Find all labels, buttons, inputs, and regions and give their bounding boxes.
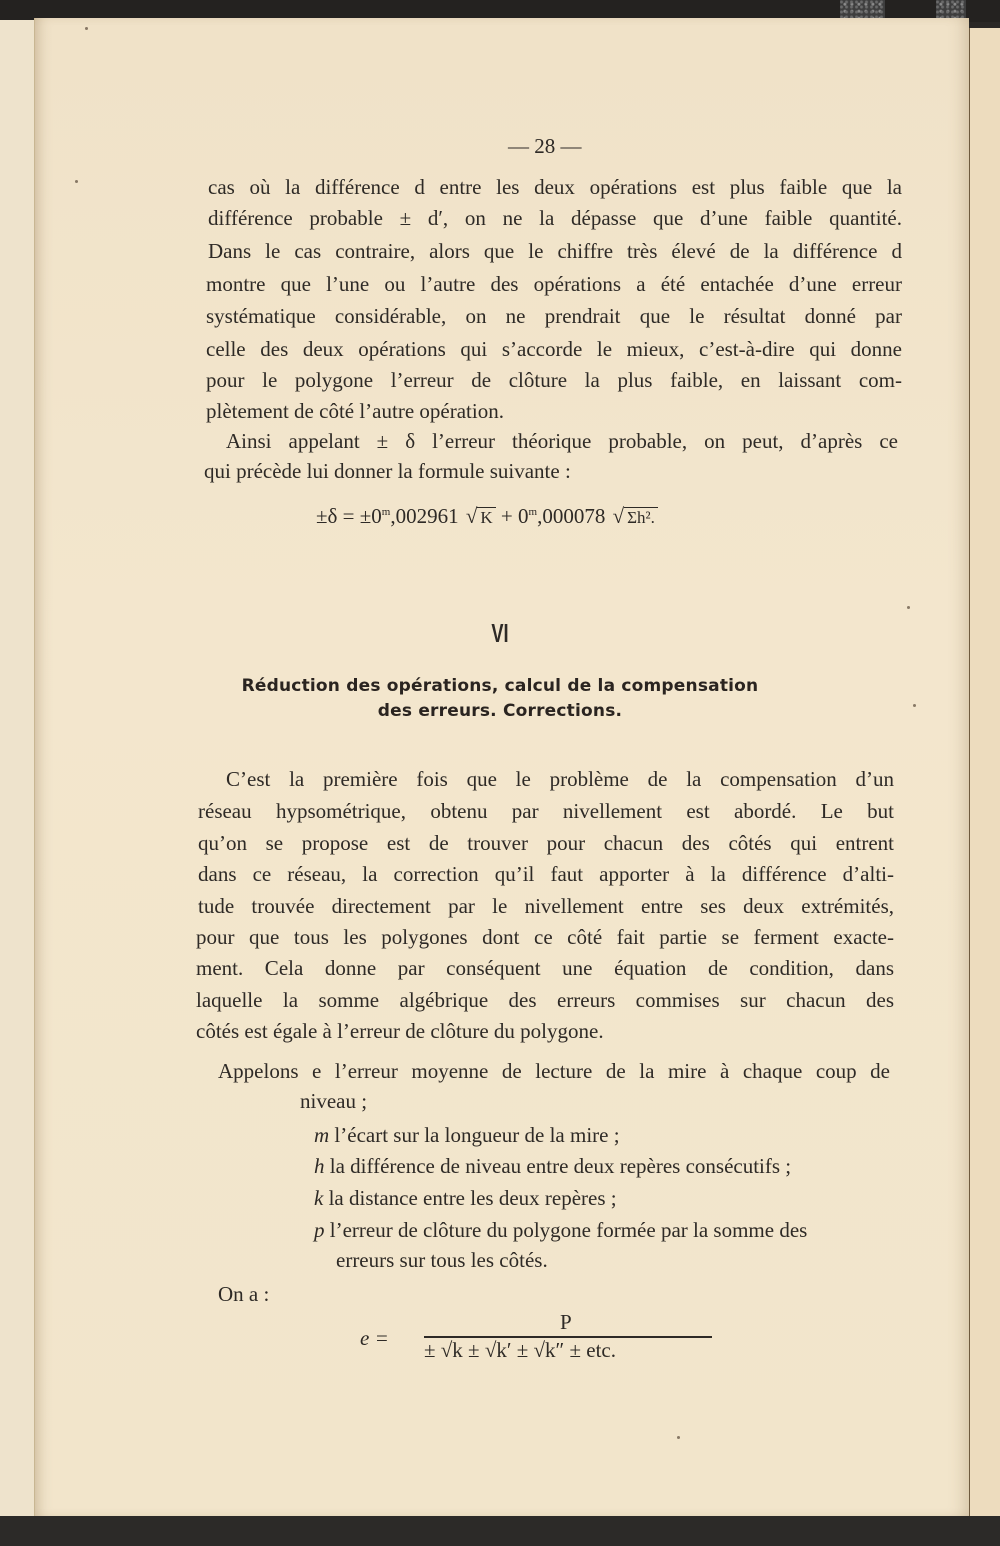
on-a-label: On a : [218,1282,270,1306]
underlying-page-right [968,28,1000,1518]
text-line: dans ce réseau, la correction qu’il faut apporter à la différence d’alti- [198,862,894,886]
text-line: ment. Cela donne par conséquent une équation de condition, dans [196,956,894,980]
square-root-sum-h2: √ Σh². [611,504,658,529]
section-title-line2: des erreurs. Corrections. [377,701,623,721]
text-line: C’est la première fois que le problème de la compensation d’un [226,767,894,791]
text-line: qu’on se propose est de trouver pour chacun des côtés qui entrent [198,831,894,855]
text-line: montre que l’une ou l’autre des opérations a été entachée d’une erreur [206,272,902,296]
text-line: laquelle la somme algébrique des erreurs commises sur chacun des [196,988,894,1012]
paper-speck [85,27,88,30]
definition-p-cont: erreurs sur tous les côtés. [336,1248,548,1272]
text-line: Dans le cas contraire, alors que le chiffre très élevé de la différence d [208,239,902,263]
formula-numerator: P [560,1310,572,1334]
formula-denominator: ± √k ± √k′ ± √k″ ± etc. [424,1338,616,1362]
formula-lhs: ±δ = ±0 [316,504,382,528]
definition-h: h la différence de niveau entre deux repères consécutifs ; [314,1154,792,1178]
text-line: réseau hypsométrique, obtenu par nivellement est abordé. Le but [198,799,894,823]
text-line: systématique considérable, on ne prendrait que le résultat donné par [206,304,902,328]
definition-intro-cont: niveau ; [300,1089,368,1113]
text-line: cas où la différence d entre les deux opérations est plus faible que la [208,175,902,199]
text-line: Ainsi appelant ± δ l’erreur théorique probable, on peut, d’après ce [226,429,898,453]
text-line: plètement de côté l’autre opération. [206,399,504,423]
paper-speck [75,180,78,183]
square-root-k: √ K [464,504,496,529]
paper-speck [677,1436,680,1439]
unit-meter: m [528,506,538,518]
definition-p: p l’erreur de clôture du polygone formée par la somme des [314,1218,808,1242]
section-title-line1: Réduction des opérations, calcul de la compensation [241,676,759,696]
unit-meter: m [381,506,391,518]
formula-plus: + 0 [500,504,529,528]
text-line: pour que tous les polygones dont ce côté fait partie se ferment exacte- [196,925,894,949]
text-line: qui précède lui donner la formule suivante : [204,459,571,483]
formula-lhs: e = [360,1326,389,1350]
definition-m: m l’écart sur la longueur de la mire ; [314,1123,620,1147]
text-line: pour le polygone l’erreur de clôture la plus faible, en laissant com- [206,368,902,392]
definition-k: k la distance entre les deux repères ; [314,1186,617,1210]
scan-backdrop-bottom [0,1516,1000,1546]
text-line: celle des deux opérations qui s’accorde le mieux, c’est-à-dire qui donne [206,337,902,361]
formula-coefficient: ,000078 [537,504,606,528]
paper-speck [907,606,910,609]
error-formula [316,504,658,529]
definition-intro: Appelons e l’erreur moyenne de lecture de la mire à chaque coup de [218,1059,890,1083]
section-number: VI [491,618,509,648]
text-line: différence probable ± d′, on ne la dépasse que d’une faible quantité. [208,206,902,230]
text-line: côtés est égale à l’erreur de clôture du polygone. [196,1019,604,1043]
formula-coefficient: ,002961 [390,504,459,528]
page-number: — 28 — [508,134,582,158]
text-line: tude trouvée directement par le nivellement entre ses deux extrémités, [198,894,894,918]
